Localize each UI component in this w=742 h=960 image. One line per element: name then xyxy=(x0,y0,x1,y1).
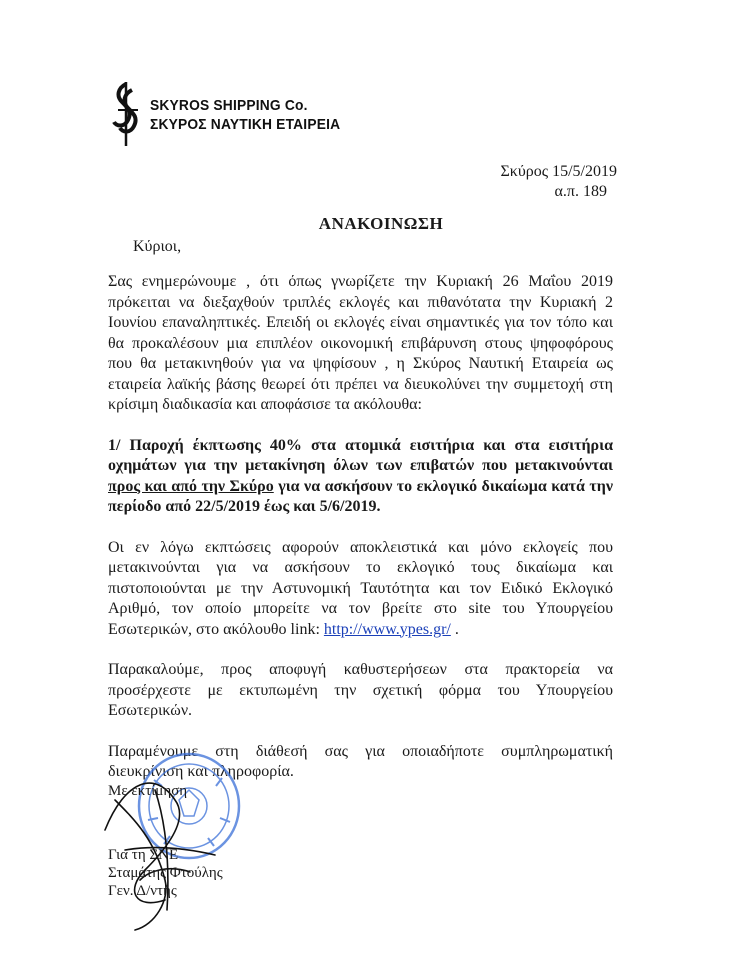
eligibility-text: Οι εν λόγω εκπτώσεις αφορούν αποκλειστικά και μόνο εκλογείς που μετακινούνται για να ασκήσουν το εκλογικό τους δικαίωμα και πιστοποιούνται με την Αστυνομική Ταυτότητα και τον Ειδικό Εκλογικό Αριθμό, τον οποίο μπορείτε να τον βρείτε στο site του Υπουργείου Εσωτερικών, στο ακόλουθο link: xyxy=(108,538,613,638)
discount-text-b: για να ασκήσουν το εκλογικό δικαίωμα κατά την περίοδο από 22/5/2019 έως και 5/6/2019. xyxy=(108,477,613,515)
signature-line-org: Για τη ΣΝΕ xyxy=(108,847,179,863)
letterhead xyxy=(110,82,410,152)
ypes-link[interactable]: http://www.ypes.gr/ xyxy=(323,620,451,638)
discount-text-a: 1/ Παροχή έκπτωσης 40% στα ατομικά εισιτήρια και στα εισιτήρια οχημάτων για την μετακίνηση όλων των επιβατών που μετακινούνται xyxy=(108,436,613,474)
eligibility-end: . xyxy=(450,620,459,638)
company-name-gr: ΣΚΥΡΟΣ ΝΑΥΤΙΚΗ ΕΤΑΙΡΕΙΑ xyxy=(150,116,341,133)
paragraph-eligibility xyxy=(108,538,613,641)
paragraph-intro: Σας ενημερώνουμε , ότι όπως γνωρίζετε την Κυριακή 26 Μαΐου 2019 πρόκειται να διεξαχθούν τριπλές εκλογές και πιθανότατα την Κυριακή 2 Ιουνίου επαναληπτικές. Επειδή οι εκλογές είναι σημαντικές για τον τόπο και θα προκαλέσουν μια επιπλέον οικονομική επιβάρυνση στους ψηφοφόρους που θα μετακινηθούν για να ψηφίσουν , η Σκύρος Ναυτική Εταιρεία ως εταιρεία λαϊκής βάσης θεωρεί ότι πρέπει να διευκολύνει την συμμετοχή στη κρίσιμη διαδικασία και αποφάσισε τα ακόλουθα: xyxy=(108,273,613,413)
document-body xyxy=(108,272,613,803)
closing: Με εκτίμηση xyxy=(108,783,188,799)
dateline xyxy=(500,162,617,202)
signature-block xyxy=(108,846,223,900)
document-title: ΑΝΑΚΟΙΝΩΣΗ xyxy=(318,214,444,233)
discount-route: προς και από την Σκύρο xyxy=(108,477,274,495)
signature-line-title: Γεν. Δ/ντής xyxy=(108,883,177,899)
company-name-en: SKYROS SHIPPING Co. xyxy=(150,97,308,114)
signature-line-name: Σταμάτης Φτούλης xyxy=(108,865,223,881)
ss-monogram-icon xyxy=(110,82,142,146)
paragraph-availability: Παραμένουμε στη διάθεσή σας για οποιαδήποτε συμπληρωματική διευκρίνιση και πληροφορία. xyxy=(108,742,613,780)
paragraph-discount xyxy=(108,436,613,518)
paragraph-request: Παρακαλούμε, προς αποφυγή καθυστερήσεων στα πρακτορεία να προσέρχεστε με εκτυπωμένη την σχετική φόρμα του Υπουργείου Εσωτερικών. xyxy=(108,661,613,719)
document-date: Σκύρος 15/5/2019 xyxy=(500,163,617,180)
protocol-number: α.π. 189 xyxy=(554,183,607,200)
salutation: Κύριοι, xyxy=(133,238,182,255)
company-names xyxy=(150,96,357,134)
